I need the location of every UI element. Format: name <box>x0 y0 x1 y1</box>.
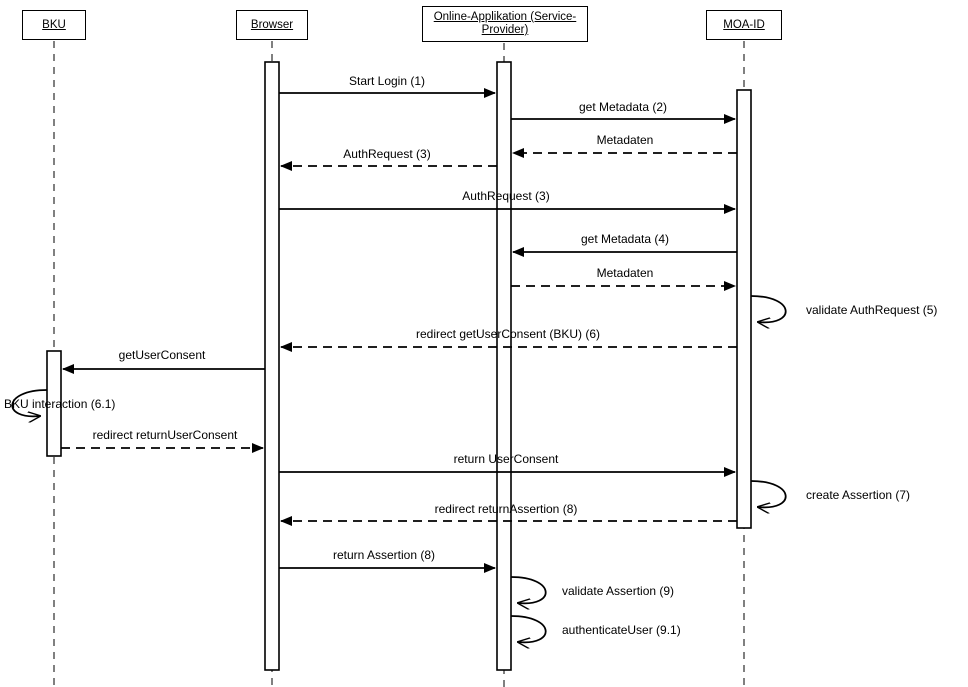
message-label-get-metadata-4: get Metadata (4) <box>580 232 670 246</box>
self-message-label-validate-assertion: validate Assertion (9) <box>562 584 675 598</box>
lifeline-label-online-applikation: Online-Applikation (Service-Provider) <box>433 11 577 36</box>
message-label-redirect-returnuserconsent: redirect returnUserConsent <box>92 428 238 442</box>
message-label-return-userconsent: return UserConsent <box>453 452 559 466</box>
message-label-start-login: Start Login (1) <box>348 74 426 88</box>
message-label-get-metadata-2: get Metadata (2) <box>578 100 668 114</box>
message-label-authrequest-3-a: AuthRequest (3) <box>343 147 431 161</box>
message-label-redirect-getuserconsent: redirect getUserConsent (BKU) (6) <box>415 327 601 341</box>
message-label-return-assertion: return Assertion (8) <box>332 548 436 562</box>
self-message-label-validate-authrequest: validate AuthRequest (5) <box>806 303 938 317</box>
message-label-redirect-returnassertion: redirect returnAssertion (8) <box>434 502 578 516</box>
lifeline-label-bku: BKU <box>42 18 66 31</box>
message-label-getuserconsent: getUserConsent <box>118 348 206 362</box>
self-message-label-authenticate-user: authenticateUser (9.1) <box>562 623 681 637</box>
message-label-authrequest-3-b: AuthRequest (3) <box>462 189 550 203</box>
lifeline-label-browser: Browser <box>250 18 294 31</box>
message-label-metadaten-1: Metadaten <box>596 133 654 147</box>
message-label-metadaten-2: Metadaten <box>596 266 654 280</box>
message-arrows <box>61 93 737 568</box>
self-message-label-bku-interaction: BKU interaction (6.1) <box>4 397 116 411</box>
lifeline-label-moa-id: MOA-ID <box>723 18 765 31</box>
self-message-label-create-assertion: create Assertion (7) <box>806 488 911 502</box>
